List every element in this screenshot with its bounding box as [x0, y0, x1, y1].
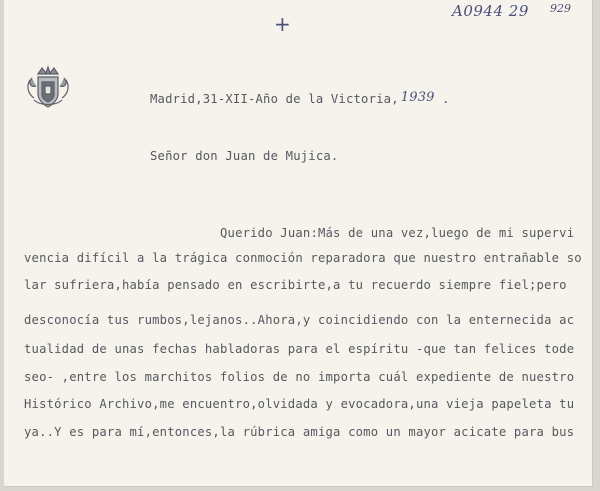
- addressee-line: Señor don Juan de Mujica.: [150, 149, 339, 163]
- body-line-1: Querido Juan:Más de una vez,luego de mi supervi: [220, 226, 575, 240]
- archive-reference: A0944 29: [452, 2, 529, 20]
- body-line-5: tualidad de unas fechas habladoras para el espíritu -que tan felices tode: [24, 342, 575, 356]
- coat-of-arms-seal-icon: [24, 64, 72, 112]
- letter-date: [150, 92, 450, 107]
- cross-mark: +: [274, 12, 291, 36]
- letter-page: [4, 0, 593, 487]
- body-line-3: lar sufriera,había pensado en escribirte,a tu recuerdo siempre fiel;pero: [24, 278, 567, 292]
- body-line-6: seo- ,entre los marchitos folios de no importa cuál expediente de nuestro: [24, 370, 575, 384]
- body-line-2: vencia difícil a la trágica conmoción reparadora que nuestro entrañable so: [24, 251, 582, 265]
- archive-subreference: 929: [550, 2, 571, 15]
- date-text: Madrid,31-XII-Año de la Victoria,: [150, 92, 399, 106]
- body-line-4: desconocía tus rumbos,lejanos..Ahora,y coincidiendo con la enternecida ac: [24, 313, 575, 327]
- body-line-8: ya..Y es para mí,entonces,la rúbrica amiga como un mayor acicate para bus: [24, 425, 575, 439]
- date-year-handwritten: 1939: [400, 90, 435, 105]
- date-period: .: [434, 92, 450, 106]
- body-line-7: Histórico Archivo,me encuentro,olvidada y evocadora,una vieja papeleta tu: [24, 397, 575, 411]
